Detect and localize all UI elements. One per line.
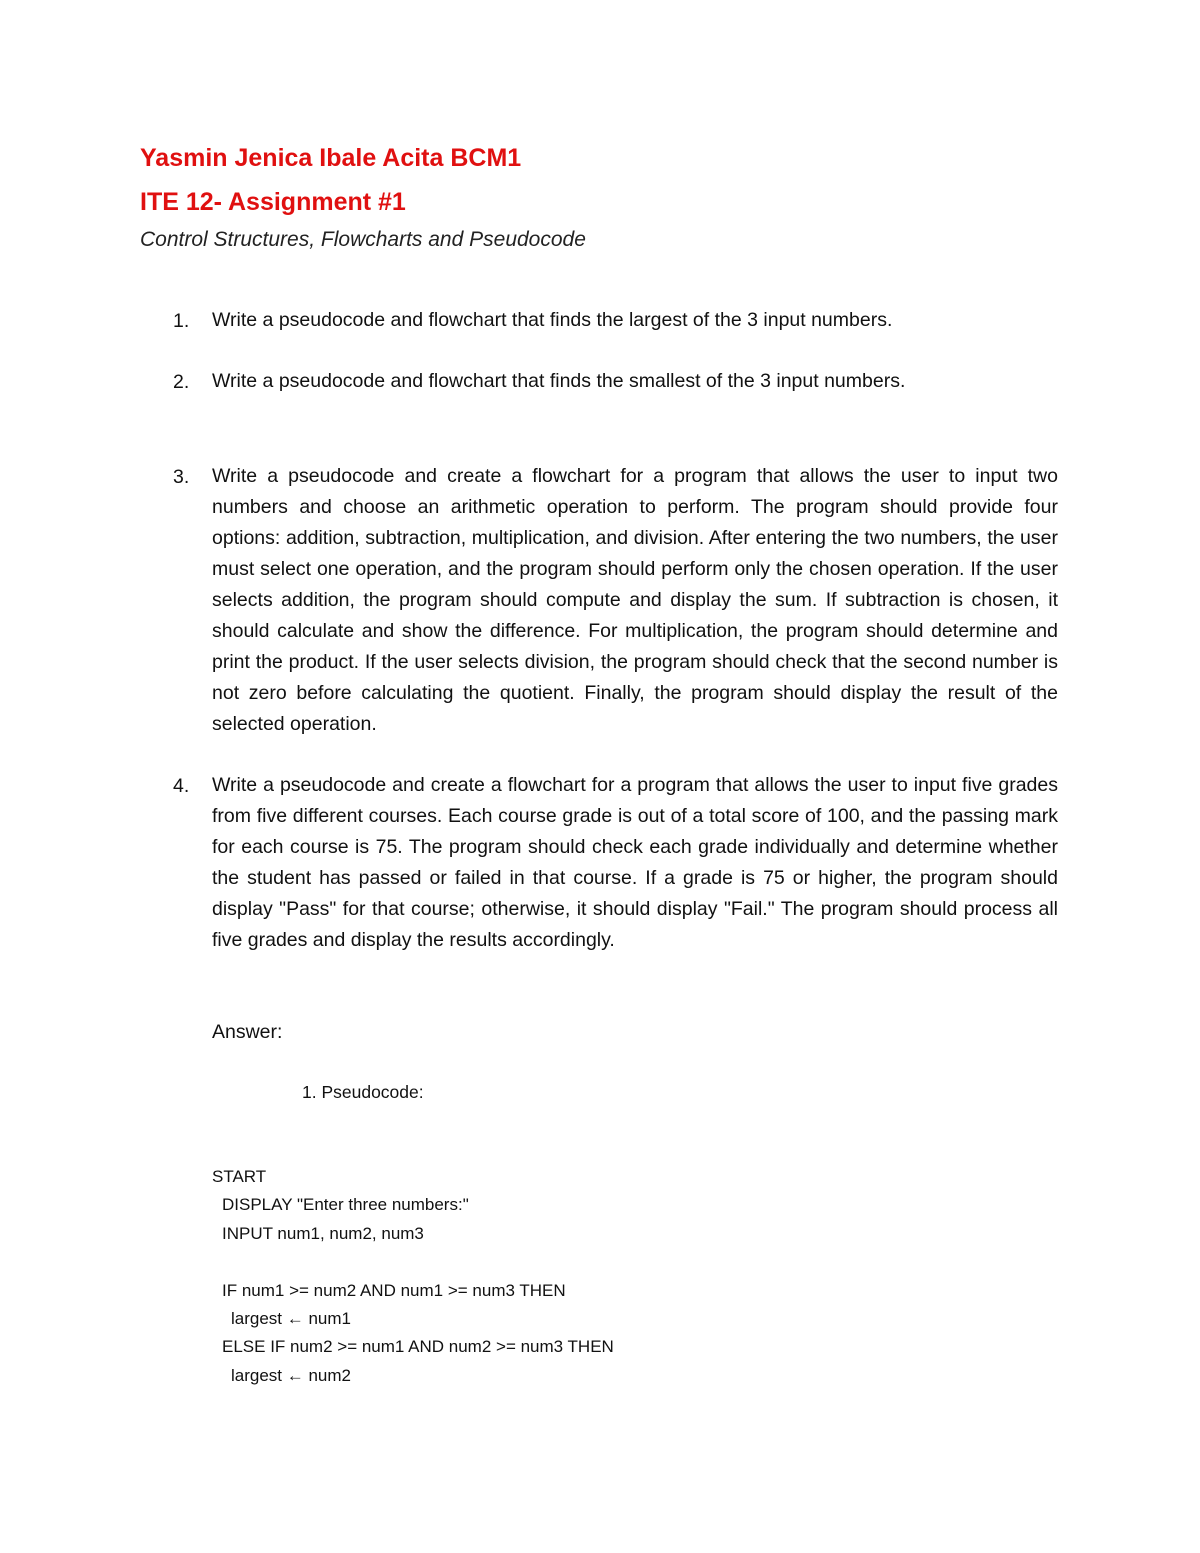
question-text: Write a pseudocode and create a flowchart for a program that allows the user to input two numbers and choose an arithmetic operation to perform. The program should provide four options: addition, subtraction, multiplication, and division. After entering the two numbers, the user must select one operation, and the program should perform only the chosen operation. If the user selects addition, the program should compute and display the sum. If subtraction is chosen, it should calculate and show the difference. For multiplication, the program should determine and print the product. If the user selects division, the program should check that the second number is not zero before calculating the quotient. Finally, the program should display the result of the selected operation. <box>212 465 1058 735</box>
code-line: largest ← num2 <box>231 1366 351 1385</box>
question-number: 1. <box>173 310 190 332</box>
pseudocode-heading: 1. Pseudocode: <box>302 1082 424 1102</box>
question-number: 4. <box>173 775 190 797</box>
code-line: DISPLAY "Enter three numbers:" <box>222 1195 469 1214</box>
question-text: Write a pseudocode and create a flowchart for a program that allows the user to input five grades from five different courses. Each course grade is out of a total score of 100, and the passing mark for each course is 75. The program should check each grade individually and determine whether the student has passed or failed in that course. If a grade is 75 or higher, the program should display "Pass" for that course; otherwise, it should display "Fail." The program should process all five grades and display the results accordingly. <box>212 774 1058 951</box>
student-name: Yasmin Jenica Ibale Acita BCM1 <box>140 144 522 172</box>
code-line: largest ← num1 <box>231 1309 351 1328</box>
code-line: IF num1 >= num2 AND num1 >= num3 THEN <box>222 1281 566 1300</box>
question-number: 2. <box>173 371 190 393</box>
assignment-title: ITE 12- Assignment #1 <box>140 188 406 216</box>
question-number: 3. <box>173 466 190 488</box>
assignment-subtitle: Control Structures, Flowcharts and Pseudocode <box>140 228 586 251</box>
code-line: INPUT num1, num2, num3 <box>222 1224 424 1243</box>
code-line: START <box>212 1167 267 1186</box>
question-text: Write a pseudocode and flowchart that finds the smallest of the 3 input numbers. <box>212 370 906 392</box>
code-line: ELSE IF num2 >= num1 AND num2 >= num3 THEN <box>222 1337 614 1356</box>
answer-label: Answer: <box>212 1021 283 1043</box>
question-text: Write a pseudocode and flowchart that finds the largest of the 3 input numbers. <box>212 309 893 331</box>
